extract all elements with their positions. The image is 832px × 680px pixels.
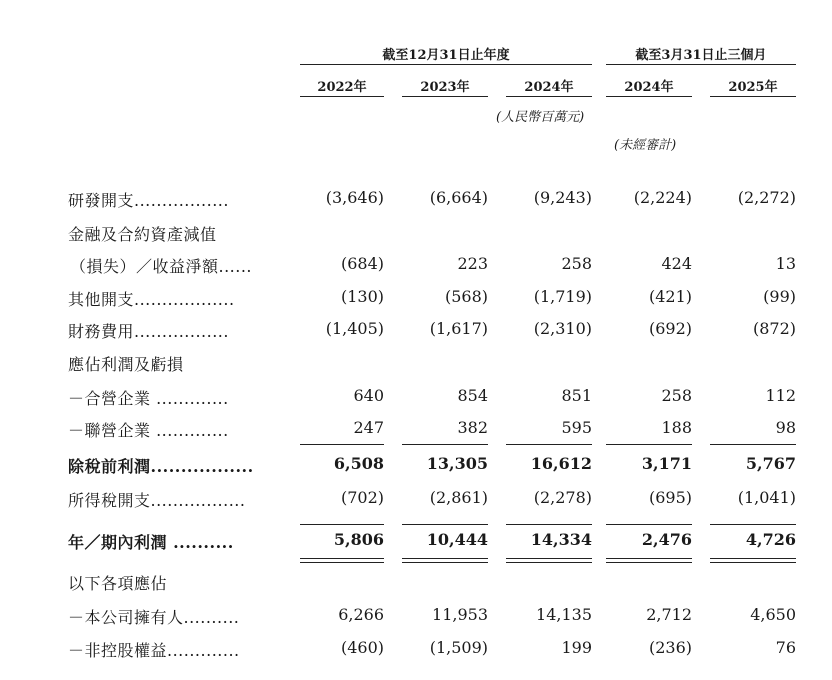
row-value: (99) <box>763 287 796 306</box>
row-value: (1,405) <box>325 319 384 338</box>
year-header-2023: 2023年 <box>420 80 470 95</box>
row-label: 財務費用................. <box>68 322 229 341</box>
row-label: 所得稅開支................. <box>68 491 246 510</box>
row-label: －非控股權益............. <box>68 641 240 660</box>
row-value: 13 <box>775 254 796 273</box>
row-label: 研發開支................. <box>68 191 229 210</box>
row-value: 258 <box>561 254 592 273</box>
total-double-rule <box>300 558 384 563</box>
row-value: (1,719) <box>533 287 592 306</box>
row-label: 其他開支.................. <box>68 290 235 309</box>
total-double-rule <box>402 558 488 563</box>
total-double-rule <box>710 558 796 563</box>
year-header-2022: 2022年 <box>317 80 367 95</box>
year-header-2024-q1: 2024年 <box>624 80 674 95</box>
row-value: (684) <box>340 254 384 273</box>
subtotal-rule <box>710 444 796 445</box>
row-value: 595 <box>561 418 592 437</box>
row-value: (872) <box>752 319 796 338</box>
total-top-rule <box>402 524 488 525</box>
row-value: 258 <box>661 386 692 405</box>
row-value: 14,334 <box>530 530 592 549</box>
row-value: 851 <box>561 386 592 405</box>
subtotal-rule <box>300 444 384 445</box>
row-value: 382 <box>457 418 488 437</box>
row-value: 640 <box>353 386 384 405</box>
row-value: 2,712 <box>646 605 692 624</box>
total-top-rule <box>300 524 384 525</box>
row-value: (6,664) <box>429 188 488 207</box>
row-value: 6,266 <box>338 605 384 624</box>
row-value: 247 <box>353 418 384 437</box>
row-label: －聯營企業 ............. <box>68 421 229 440</box>
total-double-rule <box>506 558 592 563</box>
row-value: 6,508 <box>333 454 384 473</box>
row-value: (3,646) <box>325 188 384 207</box>
row-label: －合營企業 ............. <box>68 389 229 408</box>
year-rule-2025-q1 <box>710 96 796 97</box>
year-rule-2022 <box>300 96 384 97</box>
row-value: 11,953 <box>432 605 488 624</box>
row-value: 112 <box>765 386 796 405</box>
row-value: 424 <box>661 254 692 273</box>
row-value: 76 <box>775 638 796 657</box>
row-value: (2,861) <box>429 488 488 507</box>
row-label: 除稅前利潤................. <box>68 457 254 476</box>
row-value: 98 <box>775 418 796 437</box>
row-value: (568) <box>444 287 488 306</box>
row-label: 以下各項應佔 <box>68 574 168 593</box>
year-rule-2024-annual <box>506 96 592 97</box>
unaudited-note: (未經審計) <box>614 138 677 153</box>
row-label: －本公司擁有人.......... <box>68 608 240 627</box>
row-value: 854 <box>457 386 488 405</box>
row-value: (1,617) <box>429 319 488 338</box>
row-label: 金融及合約資產減值 <box>68 225 217 244</box>
subtotal-rule <box>606 444 692 445</box>
row-label: 年／期內利潤 .......... <box>68 533 234 552</box>
quarter-header-rule <box>606 64 796 65</box>
row-value: (130) <box>340 287 384 306</box>
row-value: (460) <box>340 638 384 657</box>
row-value: 188 <box>661 418 692 437</box>
row-value: (1,041) <box>737 488 796 507</box>
year-header-2025-q1: 2025年 <box>728 80 778 95</box>
total-top-rule <box>506 524 592 525</box>
row-value: 10,444 <box>426 530 488 549</box>
row-value: (421) <box>648 287 692 306</box>
row-value: 5,806 <box>333 530 384 549</box>
row-label: （損失）／收益淨額...... <box>70 257 253 276</box>
year-rule-2024-q1 <box>606 96 692 97</box>
total-double-rule <box>606 558 692 563</box>
row-value: 199 <box>561 638 592 657</box>
currency-unit-note: (人民幣百萬元) <box>496 110 585 125</box>
row-value: (692) <box>648 319 692 338</box>
subtotal-rule <box>402 444 488 445</box>
row-value: 13,305 <box>426 454 488 473</box>
row-value: 5,767 <box>745 454 796 473</box>
row-value: (2,272) <box>737 188 796 207</box>
row-value: 14,135 <box>536 605 592 624</box>
subtotal-rule <box>506 444 592 445</box>
annual-header-rule <box>300 64 592 65</box>
row-value: 16,612 <box>530 454 592 473</box>
row-label: 應佔利潤及虧損 <box>68 355 184 374</box>
annual-period-header: 截至12月31日止年度 <box>382 48 510 63</box>
year-header-2024-annual: 2024年 <box>524 80 574 95</box>
row-value: 2,476 <box>641 530 692 549</box>
total-top-rule <box>606 524 692 525</box>
quarter-period-header: 截至3月31日止三個月 <box>635 48 767 63</box>
row-value: 4,726 <box>745 530 796 549</box>
row-value: (702) <box>340 488 384 507</box>
row-value: (695) <box>648 488 692 507</box>
row-value: (9,243) <box>533 188 592 207</box>
total-top-rule <box>710 524 796 525</box>
year-rule-2023 <box>402 96 488 97</box>
row-value: 223 <box>457 254 488 273</box>
row-value: (236) <box>648 638 692 657</box>
row-value: (2,310) <box>533 319 592 338</box>
row-value: (2,278) <box>533 488 592 507</box>
row-value: 4,650 <box>750 605 796 624</box>
row-value: 3,171 <box>641 454 692 473</box>
row-value: (2,224) <box>633 188 692 207</box>
row-value: (1,509) <box>429 638 488 657</box>
